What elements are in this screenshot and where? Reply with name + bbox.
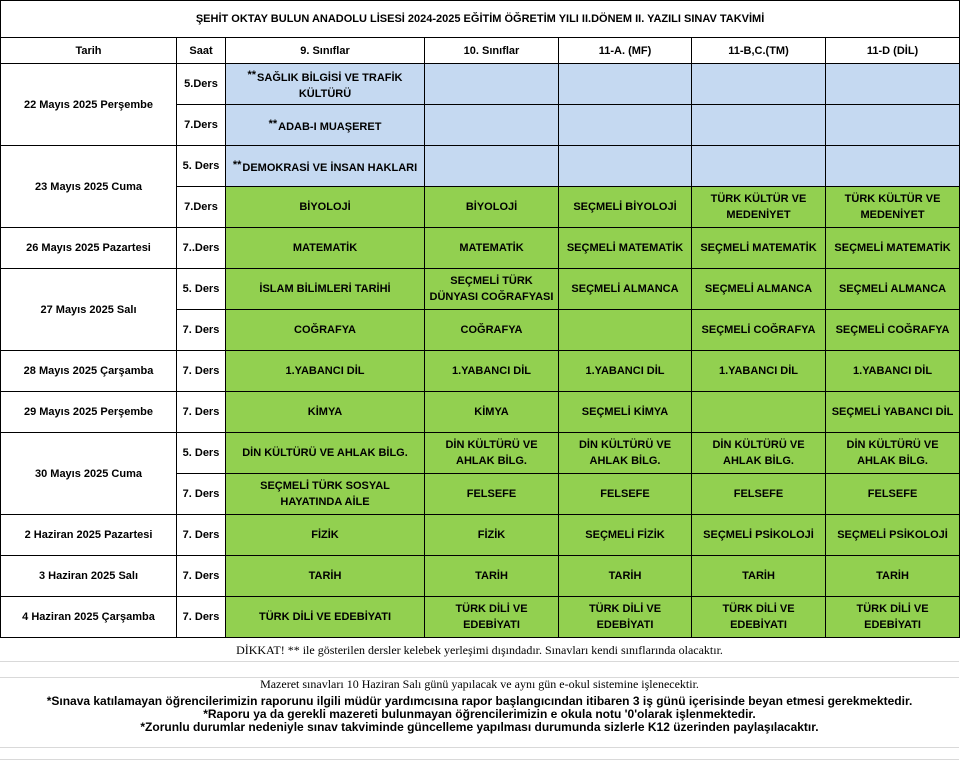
- saat-cell: 5. Ders: [177, 146, 226, 187]
- exam-cell: SEÇMELİ ALMANCA: [692, 269, 826, 310]
- exam-cell: SEÇMELİ KİMYA: [559, 392, 692, 433]
- exam-label: ADAB-I MUAŞERET: [278, 120, 382, 133]
- saat-cell: 5. Ders: [177, 433, 226, 474]
- exam-cell: MATEMATİK: [425, 228, 559, 269]
- exam-cell: 1.YABANCI DİL: [425, 351, 559, 392]
- header-11bc-tm: 11-B,C.(TM): [692, 38, 826, 64]
- date-cell: 2 Haziran 2025 Pazartesi: [1, 515, 177, 556]
- exam-cell: SEÇMELİ PSİKOLOJİ: [692, 515, 826, 556]
- exam-cell: KİMYA: [226, 392, 425, 433]
- exam-cell: FELSEFE: [826, 474, 960, 515]
- table-row: [1, 64, 960, 105]
- exam-cell: SEÇMELİ TÜRK SOSYAL HAYATINDA AİLE: [226, 474, 425, 515]
- page-title: ŞEHİT OKTAY BULUN ANADOLU LİSESİ 2024-2025 EĞİTİM ÖĞRETİM YILI II.DÖNEM II. YAZILI SINAV TAKVİMİ: [1, 1, 960, 38]
- date-cell: 22 Mayıs 2025 Perşembe: [1, 64, 177, 146]
- exam-cell: İSLAM BİLİMLERİ TARİHİ: [226, 269, 425, 310]
- exam-cell: TÜRK KÜLTÜR VE MEDENİYET: [692, 187, 826, 228]
- exam-cell: [226, 146, 425, 187]
- exam-cell: [826, 146, 960, 187]
- exam-label: DEMOKRASİ VE İNSAN HAKLARI: [242, 161, 418, 174]
- exam-cell: DİN KÜLTÜRÜ VE AHLAK BİLG.: [826, 433, 960, 474]
- exam-cell: MATEMATİK: [226, 228, 425, 269]
- exam-cell: FELSEFE: [559, 474, 692, 515]
- exam-cell: FELSEFE: [692, 474, 826, 515]
- header-9-siniflar: 9. Sınıflar: [226, 38, 425, 64]
- exam-cell: [425, 105, 559, 146]
- saat-cell: 7. Ders: [177, 597, 226, 638]
- exam-label: SAĞLIK BİLGİSİ VE TRAFİK KÜLTÜRÜ: [257, 71, 403, 100]
- kelebek-exempt-marker: **: [247, 68, 257, 81]
- saat-cell: 5. Ders: [177, 269, 226, 310]
- table-row: [1, 597, 960, 638]
- saat-cell: 7.Ders: [177, 105, 226, 146]
- mazeret-note: Mazeret sınavları 10 Haziran Salı günü yapılacak ve aynı gün e-okul sistemine işlenecektir.: [260, 677, 699, 691]
- exam-cell: [692, 392, 826, 433]
- table-row: [1, 269, 960, 310]
- exam-cell: KİMYA: [425, 392, 559, 433]
- table-row: [1, 392, 960, 433]
- exam-cell: FELSEFE: [425, 474, 559, 515]
- exam-cell: [226, 105, 425, 146]
- saat-cell: 7. Ders: [177, 351, 226, 392]
- date-cell: 28 Mayıs 2025 Çarşamba: [1, 351, 177, 392]
- rapor-not-note: *Raporu ya da gerekli mazereti bulunmayan öğrencilerimizin e okula notu '0'olarak işlenmektedir.: [203, 707, 756, 721]
- saat-cell: 7..Ders: [177, 228, 226, 269]
- exam-cell: TARİH: [226, 556, 425, 597]
- header-saat: Saat: [177, 38, 226, 64]
- exam-cell: DİN KÜLTÜRÜ VE AHLAK BİLG.: [559, 433, 692, 474]
- exam-cell: BİYOLOJİ: [425, 187, 559, 228]
- exam-cell: 1.YABANCI DİL: [826, 351, 960, 392]
- exam-cell: TÜRK DİLİ VE EDEBİYATI: [425, 597, 559, 638]
- exam-cell: DİN KÜLTÜRÜ VE AHLAK BİLG.: [692, 433, 826, 474]
- header-tarih: Tarih: [1, 38, 177, 64]
- exam-cell: DİN KÜLTÜRÜ VE AHLAK BİLG.: [226, 433, 425, 474]
- date-cell: 29 Mayıs 2025 Perşembe: [1, 392, 177, 433]
- exam-cell: [559, 105, 692, 146]
- exam-cell: [425, 64, 559, 105]
- exam-cell: TARİH: [692, 556, 826, 597]
- exam-cell: TÜRK DİLİ VE EDEBİYATI: [559, 597, 692, 638]
- saat-cell: 5.Ders: [177, 64, 226, 105]
- exam-cell: SEÇMELİ TÜRK DÜNYASI COĞRAFYASI: [425, 269, 559, 310]
- date-cell: 26 Mayıs 2025 Pazartesi: [1, 228, 177, 269]
- exam-cell: FİZİK: [226, 515, 425, 556]
- header-10-siniflar: 10. Sınıflar: [425, 38, 559, 64]
- table-row: [1, 556, 960, 597]
- exam-cell: TÜRK DİLİ VE EDEBİYATI: [692, 597, 826, 638]
- date-cell: 3 Haziran 2025 Salı: [1, 556, 177, 597]
- date-cell: 30 Mayıs 2025 Cuma: [1, 433, 177, 515]
- exam-cell: [826, 64, 960, 105]
- kelebek-exempt-marker: **: [268, 117, 278, 130]
- kelebek-exempt-marker: **: [232, 158, 242, 171]
- exam-cell: TARİH: [826, 556, 960, 597]
- exam-cell: BİYOLOJİ: [226, 187, 425, 228]
- exam-cell: TARİH: [425, 556, 559, 597]
- exam-cell: SEÇMELİ MATEMATİK: [559, 228, 692, 269]
- saat-cell: 7. Ders: [177, 310, 226, 351]
- exam-cell: DİN KÜLTÜRÜ VE AHLAK BİLG.: [425, 433, 559, 474]
- saat-cell: 7.Ders: [177, 187, 226, 228]
- exam-cell: TÜRK DİLİ VE EDEBİYATI: [226, 597, 425, 638]
- date-cell: 23 Mayıs 2025 Cuma: [1, 146, 177, 228]
- header-11a-mf: 11-A. (MF): [559, 38, 692, 64]
- exam-cell: SEÇMELİ ALMANCA: [559, 269, 692, 310]
- saat-cell: 7. Ders: [177, 392, 226, 433]
- saat-cell: 7. Ders: [177, 515, 226, 556]
- exam-cell: [692, 146, 826, 187]
- date-cell: 27 Mayıs 2025 Salı: [1, 269, 177, 351]
- exam-cell: COĞRAFYA: [226, 310, 425, 351]
- exam-cell: SEÇMELİ COĞRAFYA: [826, 310, 960, 351]
- exam-cell: SEÇMELİ FİZİK: [559, 515, 692, 556]
- saat-cell: 7. Ders: [177, 474, 226, 515]
- exam-cell: TÜRK DİLİ VE EDEBİYATI: [826, 597, 960, 638]
- table-row: [1, 433, 960, 474]
- dikkat-note: DİKKAT! ** ile gösterilen dersler kelebek yerleşimi dışındadır. Sınavları kendi sınıflarında olacaktır.: [236, 643, 723, 657]
- exam-cell: [226, 64, 425, 105]
- exam-cell: SEÇMELİ BİYOLOJİ: [559, 187, 692, 228]
- header-row: [1, 38, 960, 64]
- exam-cell: SEÇMELİ COĞRAFYA: [692, 310, 826, 351]
- rapor-note: *Sınava katılamayan öğrencilerimizin raporunu ilgili müdür yardımcısına rapor başlangıcından itibaren 3 iş günü içerisinde beyan etmesi gerekmektedir.: [46, 694, 913, 708]
- exam-cell: [692, 105, 826, 146]
- date-cell: 4 Haziran 2025 Çarşamba: [1, 597, 177, 638]
- exam-cell: [559, 64, 692, 105]
- exam-cell: TARİH: [559, 556, 692, 597]
- exam-cell: [559, 146, 692, 187]
- exam-cell: SEÇMELİ MATEMATİK: [692, 228, 826, 269]
- header-11d-dil: 11-D (DİL): [826, 38, 960, 64]
- table-row: [1, 515, 960, 556]
- exam-cell: [559, 310, 692, 351]
- exam-cell: 1.YABANCI DİL: [692, 351, 826, 392]
- exam-cell: SEÇMELİ ALMANCA: [826, 269, 960, 310]
- exam-cell: [826, 105, 960, 146]
- exam-cell: 1.YABANCI DİL: [226, 351, 425, 392]
- exam-cell: SEÇMELİ MATEMATİK: [826, 228, 960, 269]
- exam-cell: [425, 146, 559, 187]
- exam-cell: [692, 64, 826, 105]
- exam-cell: COĞRAFYA: [425, 310, 559, 351]
- exam-cell: SEÇMELİ YABANCI DİL: [826, 392, 960, 433]
- saat-cell: 7. Ders: [177, 556, 226, 597]
- exam-cell: TÜRK KÜLTÜR VE MEDENİYET: [826, 187, 960, 228]
- exam-cell: FİZİK: [425, 515, 559, 556]
- table-row: [1, 228, 960, 269]
- guncelleme-note: *Zorunlu durumlar nedeniyle sınav takviminde güncelleme yapılması durumunda sizlerle K12 üzerinden paylaşılacaktır.: [140, 720, 819, 734]
- table-row: [1, 351, 960, 392]
- exam-cell: SEÇMELİ PSİKOLOJİ: [826, 515, 960, 556]
- exam-cell: 1.YABANCI DİL: [559, 351, 692, 392]
- table-row: [1, 146, 960, 187]
